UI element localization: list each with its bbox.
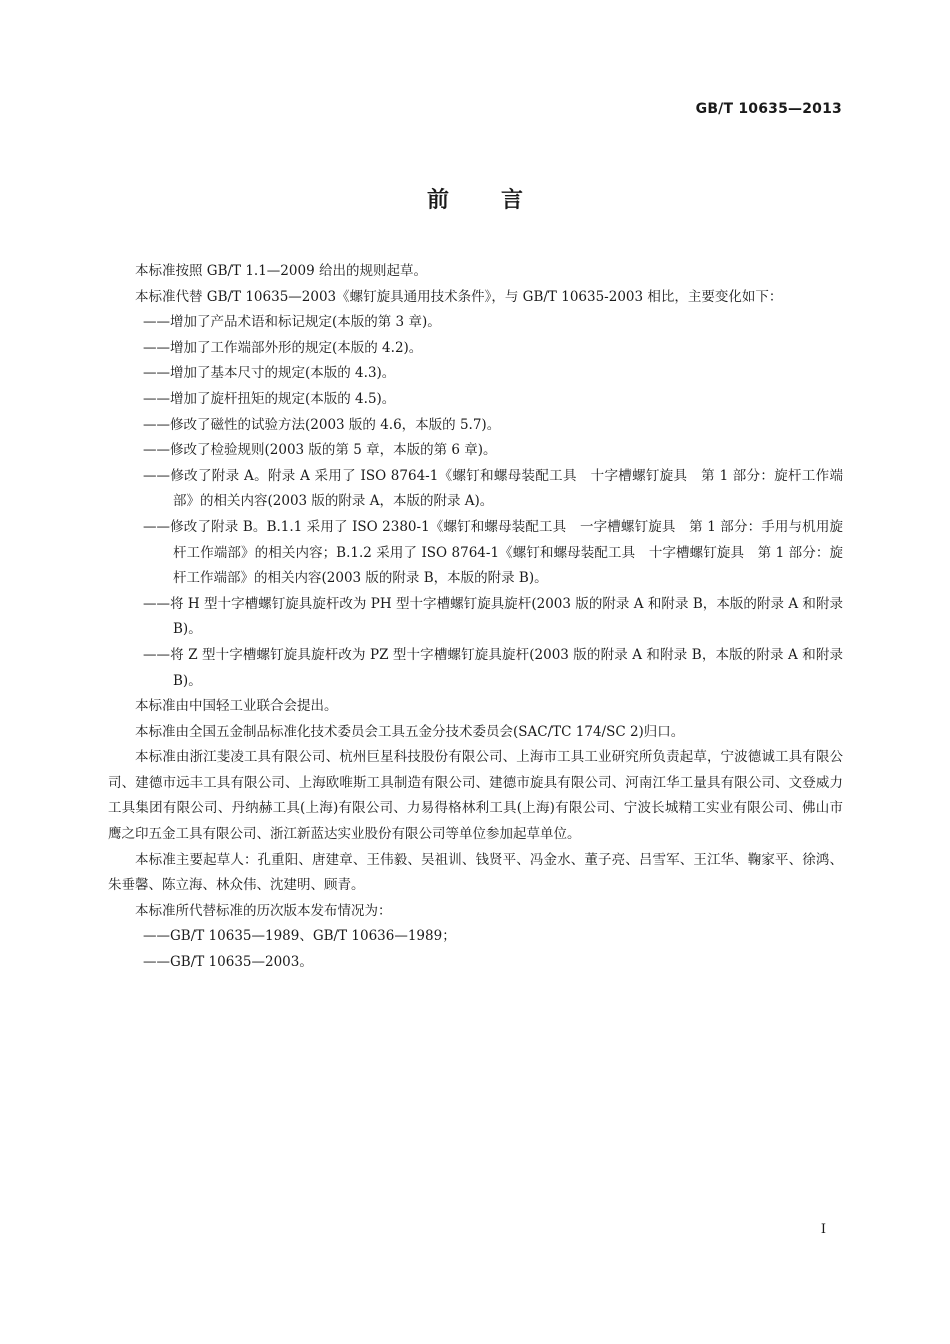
change-item: ——修改了附录 B。B.1.1 采用了 ISO 2380-1《螺钉和螺母装配工具 一字槽螺钉旋具 第 1 部分：手用与机用旋杆工作端部》的相关内容；B.1.2 采用了 ISO 8764-1《螺钉和螺母装配工具 十字槽螺钉旋具 第 1 部分：旋杆工作端部》的相关内容(2003 版的附录 B，本版的附录 B)。: [143, 518, 843, 587]
page-title: 前言: [426, 188, 575, 213]
paragraph-proposer: 本标准由中国轻工业联合会提出。: [135, 698, 338, 715]
paragraph-administrator: 本标准由全国五金制品标准化技术委员会工具五金分技术委员会(SAC/TC 174/SC 2)归口。: [135, 723, 685, 740]
history-item: ——GB/T 10635—2003。: [143, 954, 313, 971]
paragraph-drafters: 本标准主要起草人：孔重阳、唐建章、王伟毅、吴祖训、钱贤平、冯金水、董子亮、吕雪军、王江华、鞠家平、徐鸿、朱垂馨、陈立海、林众伟、沈建明、顾青。: [108, 851, 843, 894]
change-item: ——修改了附录 A。附录 A 采用了 ISO 8764-1《螺钉和螺母装配工具 十字槽螺钉旋具 第 1 部分：旋杆工作端部》的相关内容(2003 版的附录 A，本版的附录 A)。: [143, 467, 843, 510]
change-item: ——将 H 型十字槽螺钉旋具旋杆改为 PH 型十字槽螺钉旋具旋杆(2003 版的附录 A 和附录 B，本版的附录 A 和附录 B)。: [143, 595, 843, 638]
change-item: ——修改了磁性的试验方法(2003 版的 4.6，本版的 5.7)。: [143, 416, 501, 433]
paragraph-history-intro: 本标准所代替标准的历次版本发布情况为：: [135, 902, 392, 919]
change-item: ——增加了基本尺寸的规定(本版的 4.3)。: [143, 365, 396, 382]
paragraph-drafting-units: 本标准由浙江斐凌工具有限公司、杭州巨星科技股份有限公司、上海市工具工业研究所负责起草，宁波德诚工具有限公司、建德市远丰工具有限公司、上海欧唯斯工具制造有限公司、建德市旋具有限公司、河南江华工量具有限公司、文登威力工具集团有限公司、丹纳赫工具(上海)有限公司、力易得格林利工具(上海)有限公司、宁波长城精工实业有限公司、佛山市鹰之印五金工具有限公司、浙江新蓝达实业股份有限公司等单位参加起草单位。: [108, 749, 843, 843]
history-item: ——GB/T 10635—1989、GB/T 10636—1989；: [143, 928, 456, 945]
change-item: ——增加了产品术语和标记规定(本版的第 3 章)。: [143, 314, 441, 331]
page-number: I: [820, 1222, 826, 1237]
standard-number: GB/T 10635—2013: [695, 101, 842, 117]
change-item: ——增加了旋杆扭矩的规定(本版的 4.5)。: [143, 390, 396, 407]
change-item: ——修改了检验规则(2003 版的第 5 章，本版的第 6 章)。: [143, 442, 497, 459]
paragraph-replaces: 本标准代替 GB/T 10635—2003《螺钉旋具通用技术条件》，与 GB/T 10635-2003 相比，主要变化如下：: [135, 288, 783, 305]
change-item: ——增加了工作端部外形的规定(本版的 4.2)。: [143, 339, 423, 356]
foreword-body: [108, 259, 843, 976]
paragraph-drafting-rules: 本标准按照 GB/T 1.1—2009 给出的规则起草。: [135, 263, 427, 279]
change-item: ——将 Z 型十字槽螺钉旋具旋杆改为 PZ 型十字槽螺钉旋具旋杆(2003 版的附录 A 和附录 B，本版的附录 A 和附录 B)。: [143, 646, 843, 689]
